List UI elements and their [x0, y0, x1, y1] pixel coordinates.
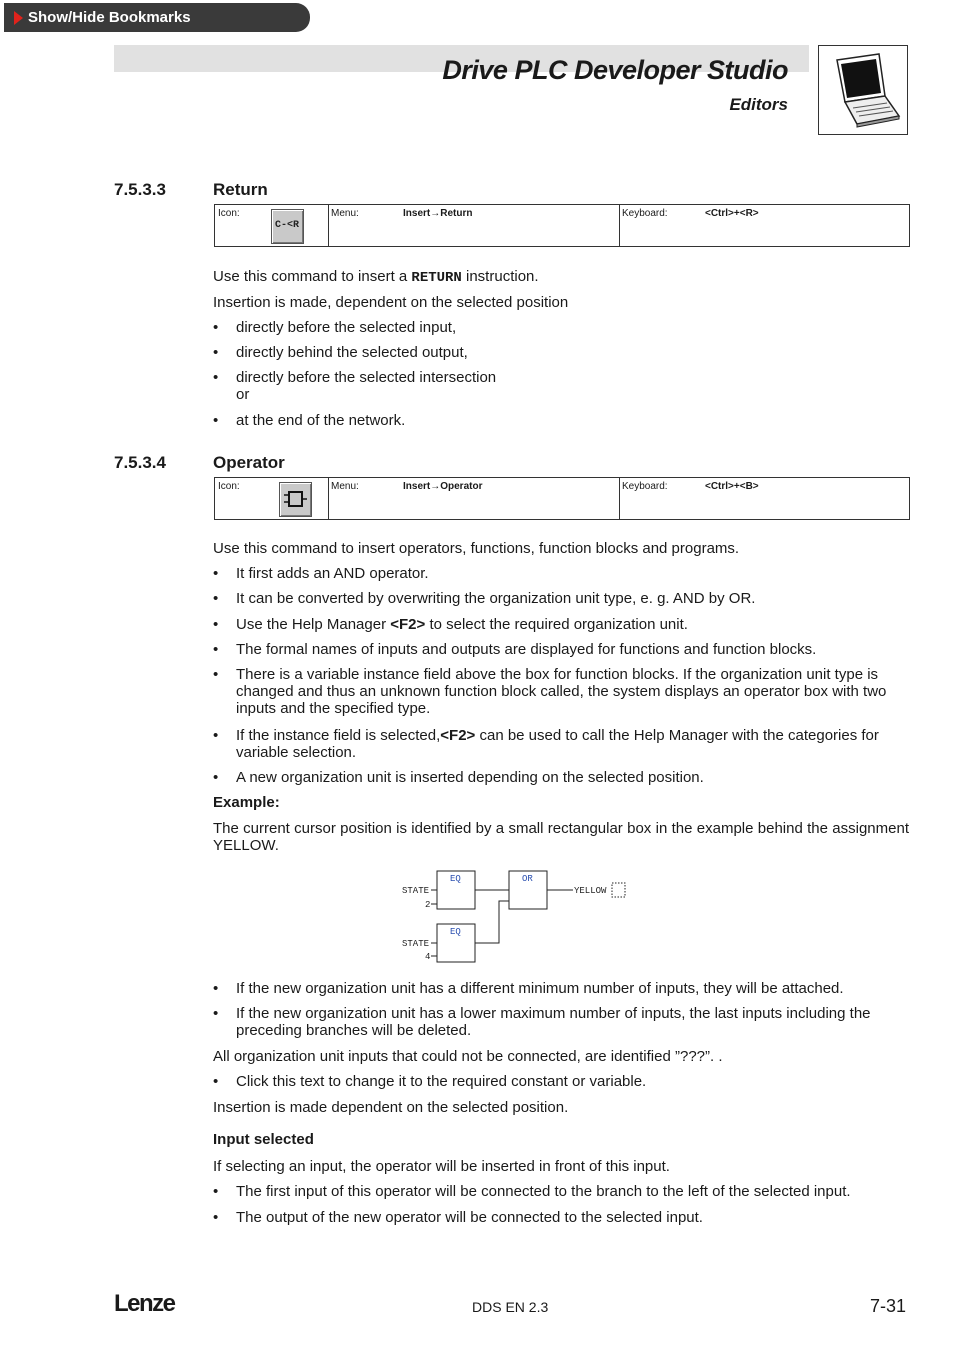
menu-label: Menu: — [331, 481, 359, 492]
list-item-text: A new organization unit is inserted depending on the selected position. — [236, 769, 704, 786]
list-item-text: Click this text to change it to the required constant or variable. — [236, 1073, 647, 1090]
paragraph: All organization unit inputs that could not be connected, are identified ”???”. . — [213, 1048, 723, 1065]
icon-label: Icon: — [218, 208, 240, 219]
list-item-text: The first input of this operator will be connected to the branch to the left of the selected input. — [236, 1183, 851, 1200]
list-item-text: If the new organization unit has a lower maximum number of inputs, the last inputs including the preceding branches will be deleted. — [236, 1005, 871, 1039]
list-item-text: directly before the selected intersection — [236, 369, 497, 386]
section-title: Operator — [213, 453, 285, 472]
value-label-1: 2 — [425, 900, 431, 910]
paragraph: The current cursor position is identified by a small rectangular box in the example behind the assignment YELLOW. — [213, 820, 909, 854]
paragraph: Use this command to insert operators, functions, function blocks and programs. — [213, 540, 740, 557]
icon-cell — [215, 205, 329, 246]
paragraph: If selecting an input, the operator will be inserted in front of this input. — [213, 1158, 670, 1175]
lenze-logo: Lenze — [114, 1290, 175, 1317]
section-number: 7.5.3.4 — [114, 453, 166, 472]
key-f2: <F2> — [390, 616, 426, 633]
list-item-text: It first adds an AND operator. — [236, 565, 429, 582]
input-selected-heading: Input selected — [213, 1131, 314, 1148]
text: to select the required organization unit. — [425, 616, 688, 633]
list-item: • directly before the selected intersection or — [213, 369, 497, 403]
section-number: 7.5.3.3 — [114, 180, 166, 199]
return-icon[interactable] — [271, 209, 304, 244]
code-return: RETURN — [411, 270, 462, 286]
output-label: YELLOW — [574, 886, 607, 896]
list-item-text: at the end of the network. — [236, 412, 406, 429]
paragraph: Insertion is made, dependent on the selected position — [213, 294, 569, 311]
keyboard-shortcut: <Ctrl>+<B> — [705, 481, 759, 492]
text: can be used to call the Help Manager with the categories for variable selection. — [236, 727, 879, 761]
menu-path: Insert→Operator — [403, 481, 483, 492]
keyboard-shortcut: <Ctrl>+<R> — [705, 208, 759, 219]
command-table — [214, 477, 910, 520]
document-subtitle: Editors — [729, 95, 788, 114]
or-label: OR — [522, 874, 533, 884]
section-title: Return — [213, 180, 268, 199]
example-heading: Example: — [213, 794, 280, 811]
return-icon-glyph: C-<R — [275, 220, 300, 231]
or-text: or — [236, 386, 250, 403]
icon-label: Icon: — [218, 481, 240, 492]
icon-cell — [215, 478, 329, 519]
operator-icon[interactable] — [279, 482, 312, 517]
list-item-text: It can be converted by overwriting the organization unit type, e. g. AND by OR. — [236, 590, 756, 607]
text: instruction. — [461, 268, 539, 285]
document-id: DDS EN 2.3 — [472, 1299, 549, 1315]
list-item-text: The output of the new operator will be connected to the selected input. — [236, 1209, 703, 1226]
paragraph: Insertion is made dependent on the selected position. — [213, 1099, 569, 1116]
document-title: Drive PLC Developer Studio — [442, 55, 788, 85]
keyboard-cell — [619, 205, 909, 246]
command-table — [214, 204, 910, 247]
value-label-2: 4 — [425, 952, 431, 962]
keyboard-cell — [619, 478, 909, 519]
bookmark-tab-label: Show/Hide Bookmarks — [28, 9, 191, 26]
cursor-box — [612, 883, 625, 897]
menu-label: Menu: — [331, 208, 359, 219]
network-diagram — [395, 866, 635, 966]
menu-path: Insert→Return — [403, 208, 473, 219]
show-hide-bookmarks-button[interactable] — [4, 3, 310, 32]
state-label-2: STATE — [402, 939, 430, 949]
laptop-icon — [818, 45, 908, 135]
eq-label-2: EQ — [450, 927, 461, 937]
text: Use the Help Manager — [236, 616, 391, 633]
menu-cell — [328, 478, 620, 519]
text: Use this command to insert a — [213, 268, 412, 285]
eq-label-1: EQ — [450, 874, 461, 884]
menu-cell — [328, 205, 620, 246]
keyboard-label: Keyboard: — [622, 481, 668, 492]
triangle-right-icon — [14, 11, 23, 25]
list-item-text: directly behind the selected output, — [236, 344, 468, 361]
list-item-text: The formal names of inputs and outputs are displayed for functions and function blocks. — [236, 641, 817, 658]
list-item-text: directly before the selected input, — [236, 319, 457, 336]
state-label-1: STATE — [402, 886, 430, 896]
list-item-text: If the new organization unit has a different minimum number of inputs, they will be attached. — [236, 980, 844, 997]
key-f2: <F2> — [440, 727, 476, 744]
paragraph — [213, 268, 909, 287]
list-item-text: There is a variable instance field above the box for function blocks. If the organization unit type is changed and thus an unknown function block called, the system displays an operator box with two inputs and the specified type. — [236, 666, 887, 717]
page-number: 7-31 — [870, 1296, 907, 1316]
keyboard-label: Keyboard: — [622, 208, 668, 219]
text: If the instance field is selected, — [236, 727, 441, 744]
